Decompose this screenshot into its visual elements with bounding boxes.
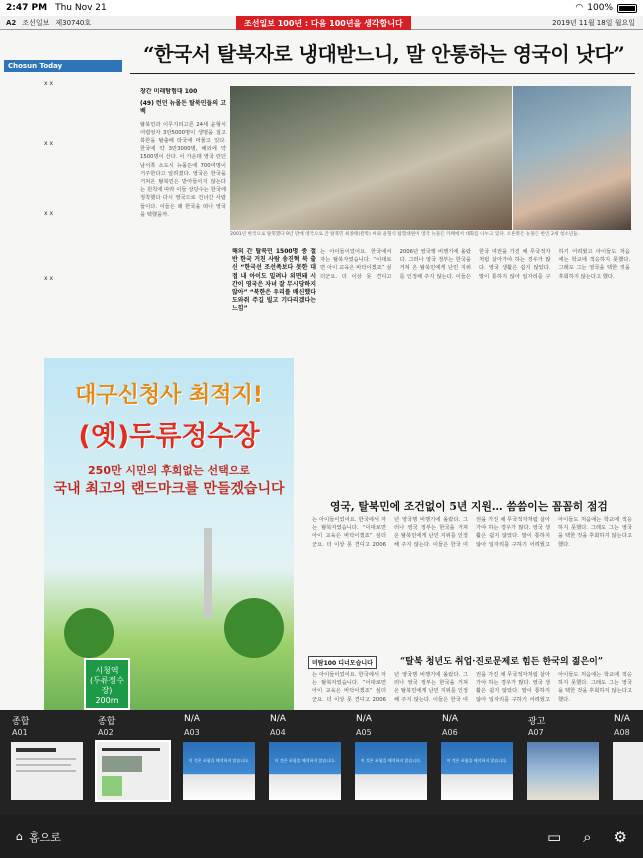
thumbnail-image <box>355 742 427 800</box>
thumbnail-a01[interactable] <box>0 710 86 815</box>
battery-percent: 100% <box>587 3 613 13</box>
thumbnail-image <box>527 742 599 800</box>
thumbnail-image <box>269 742 341 800</box>
thumbnail-a04[interactable] <box>258 710 344 815</box>
sub-article-body-2 <box>312 671 632 707</box>
thumbnail-caption: 이 것은 포함을 해석하지 않습니다. <box>188 758 250 763</box>
margin-mark: x x <box>44 140 54 147</box>
pullquote-text: 해외 간 탈북민 1500명 중 절반 한국 거친 사람 송진혁 북 출신 “한국선 조선족보다 못한 대접 내 아이도 밀려나 외면돼 시간이 영국은 자녀 잘 무시당하지 않아” “북한은 우리를 배신했다 도와줘 주길 빌고 기다리겠다는 느낌” <box>232 248 316 313</box>
thumbnail-page: A05 <box>356 728 372 737</box>
thumbnail-page: A08 <box>614 728 630 737</box>
status-bar <box>0 0 643 16</box>
ad-line-3: 250만 시민의 후회없는 선택으로 <box>88 464 250 477</box>
thumbnail-a08[interactable] <box>602 710 643 815</box>
thumbnail-section: N/A <box>270 714 286 724</box>
thumb-headline <box>102 748 160 751</box>
battery-icon <box>617 4 637 13</box>
thumbnail-section: N/A <box>356 714 372 724</box>
ad-line-2: (옛)두류정수장 <box>78 421 260 452</box>
thumb-text-line <box>16 770 76 772</box>
newspaper-page[interactable] <box>0 16 643 710</box>
publication-name: 조선일보 <box>22 18 50 27</box>
search-icon[interactable]: ⌕ <box>583 827 592 846</box>
thumbnail-caption: 이 것은 포함을 해석하지 않습니다. <box>446 758 508 763</box>
home-button[interactable] <box>16 829 61 845</box>
thumb-photo <box>102 756 142 772</box>
gear-icon[interactable]: ⚙ <box>613 827 627 846</box>
edition-number: 제30740호 <box>55 18 92 27</box>
thumbnail-image <box>11 742 83 800</box>
thumbnail-page: A07 <box>528 728 544 737</box>
sub-article-body <box>312 516 632 646</box>
thumbnail-section: 광고 <box>528 717 546 727</box>
thumb-text-line <box>16 764 71 766</box>
thumbnail-page: A01 <box>12 728 28 737</box>
margin-mark: x x <box>44 80 54 87</box>
column-title: (49) 런던 뉴몰든 탈북민들의 고백 <box>140 100 226 116</box>
thumbnail-caption: 이 것은 포함을 해석하지 않습니다. <box>360 758 422 763</box>
bottom-toolbar <box>0 815 643 858</box>
thumbnail-section: N/A <box>614 714 630 724</box>
article-photo-main <box>230 86 512 230</box>
headline-rule <box>130 73 635 74</box>
margin-mark: x x <box>44 210 54 217</box>
chosun-today-label: Chosun Today <box>4 60 122 72</box>
body-text: 는 아이들이었어요. 한국에서 자는 탈북자였습니다. “이대로면 아이 교육은 바닥이겠죠” 싶더군요. 더 이상 못 견디고 2006년 영국행 비행기에 올랐다. 그러나 영국 정부는 한국을 거쳐 온 탈북민에게 난민 지위를 인정해 주지 않는다. 이들은 한국 여권을 가진 채 무국적자처럼 살아가야 하는 경우가 많다. 영국 생활은 쉽지 않았다. 말이 통하지 않아 일자리를 구하기 어려웠고 아이들도 처음에는 학교에 적응하지 못했다. 그래도 그는 영국을 택한 것을 후회하지 않는다고 했다. <box>320 249 630 280</box>
ad-tree-illustration <box>224 598 284 658</box>
thumbnail-image <box>613 742 643 800</box>
home-label: 홈으로 <box>28 830 61 844</box>
thumb-masthead <box>16 748 56 752</box>
article-headline[interactable]: “한국서 탈북자로 냉대받느니, 말 안통하는 영국이 낫다” <box>143 42 625 66</box>
ad-tower-illustration <box>204 528 212 618</box>
thumbnail-section: N/A <box>442 714 458 724</box>
thumbnail-section: N/A <box>184 714 200 724</box>
status-day: Thu Nov 21 <box>55 3 107 13</box>
photo-caption: 2001년 한국으로 탈북했다 9년 만에 영국으로 간 탈북민 최종태(왼쪽) 씨와 윤형식 탐험대원이 영국 뉴몰든 카페에서 대화를 나누고 있다. 오른쪽은 뉴몰든 한인 2세 청소년들. <box>230 232 580 237</box>
thumbnail-page: A02 <box>98 728 114 737</box>
thumbnail-a06[interactable] <box>430 710 516 815</box>
page-header <box>0 16 643 30</box>
status-time: 2:47 PM <box>6 3 48 13</box>
ad-line-4: 국내 최고의 랜드마크를 만들겠습니다 <box>53 481 285 497</box>
ad-line-1: 대구신청사 최적지! <box>75 383 263 408</box>
thumbnail-image <box>97 742 169 800</box>
wifi-icon: ◠ <box>575 3 584 13</box>
sub-headline-2[interactable]: “탈북 청년도 취업·진로문제로 힘든 한국의 젊은이” <box>400 657 604 667</box>
thumb-text-line <box>16 758 76 760</box>
body-text: 는 아이들이었어요. 한국에서 자는 탈북자였습니다. “이대로면 아이 교육은 바닥이겠죠” 싶더군요. 더 이상 못 견디고 2006년 영국행 비행기에 올랐다. 그러나 영국 정부는 한국을 거쳐 온 탈북민에게 난민 지위를 인정해 주지 않는다. 이들은 한국 여권을 가진 채 무국적자처럼 살아가야 하는 경우가 많다. 영국 생활은 쉽지 않았다. 말이 통하지 않아 일자리를 구하기 어려웠고 아이들도 처음에는 학교에 적응하지 못했다. 그래도 그는 영국을 택한 것을 후회하지 않는다고 했다. <box>312 517 632 548</box>
thumbnail-page: A03 <box>184 728 200 737</box>
page-thumbnail-strip[interactable] <box>0 710 643 815</box>
thumbnail-section: 종합 <box>98 717 116 727</box>
sub-headline[interactable]: 영국, 탈북민에 조건없이 5년 지원… 씀씀이는 꼼꼼히 점검 <box>330 500 608 513</box>
thumbnail-image <box>183 742 255 800</box>
ad-tree-illustration <box>64 608 114 658</box>
article-body <box>320 248 630 483</box>
thumbnail-image <box>441 742 513 800</box>
body-text: 는 아이들이었어요. 한국에서 자는 탈북자였습니다. “이대로면 아이 교육은 바닥이겠죠” 싶더군요. 더 이상 못 견디고 2006년 영국행 비행기에 올랐다. 그러나 영국 정부는 한국을 거쳐 온 탈북민에게 난민 지위를 인정해 주지 않는다. 이들은 한국 여권을 가진 채 무국적자처럼 살아가야 하는 경우가 많다. 영국 생활은 쉽지 않았다. 말이 통하지 않아 일자리를 구하기 어려웠고 아이들도 처음에는 학교에 적응하지 못했다. 그래도 그는 영국을 택한 것을 후회하지 않는다고 했다. <box>312 672 632 703</box>
box-label: 미탐100 디너모습니다 <box>308 656 377 669</box>
thumb-ad <box>102 776 122 796</box>
thumbnail-a02[interactable] <box>86 710 172 815</box>
thumbnail-section: 종합 <box>12 717 30 727</box>
date-line: 2019년 11월 18일 월요일 <box>552 19 635 27</box>
page-id: A2 <box>6 18 17 27</box>
thumbnail-caption: 이 것은 포함을 해석하지 않습니다. <box>274 758 336 763</box>
article-pullquote <box>232 248 316 328</box>
thumbnail-a03[interactable] <box>172 710 258 815</box>
article-photo-side <box>513 86 631 230</box>
folder-icon[interactable]: ▭ <box>546 827 562 846</box>
centenary-banner: 조선일보 100년 : 다음 100년을 생각합니다 <box>236 16 411 30</box>
thumbnail-a05[interactable] <box>344 710 430 815</box>
home-icon: ⌂ <box>16 830 23 843</box>
thumbnail-a07[interactable] <box>516 710 602 815</box>
article-column-1 <box>140 88 226 343</box>
margin-mark: x x <box>44 275 54 282</box>
left-sidebar <box>0 30 125 330</box>
thumbnail-page: A06 <box>442 728 458 737</box>
series-label: 창간 미래탐험대 100 <box>140 88 198 95</box>
thumbnail-page: A04 <box>270 728 286 737</box>
ad-station-sign: 시청역 (두류정수장) 200m <box>84 658 130 710</box>
advertisement[interactable] <box>44 358 294 710</box>
column-text: 탈북민과 이무지리고른 24세 윤형식 어렵엉자 3만5000명이 생명을 걸고 북한을 탈출해 타국에 머물고 있다. 한국에 약 3만3000명, 해외에 약 1500명이 산다. 이 가운데 영국 런던 남서쪽 소도시 뉴몰든에 700여명이 거주한다고 알려졌다. 영국은 한국을 거쳐온 탈북민은 받아들이지 않는다는 원칙에 따라 이들 상당수는 한국에 정착했다 다시 영국으로 건너간 사람들이다. 이들은 왜 한국을 떠나 영국을 택했을까. <box>140 121 226 218</box>
